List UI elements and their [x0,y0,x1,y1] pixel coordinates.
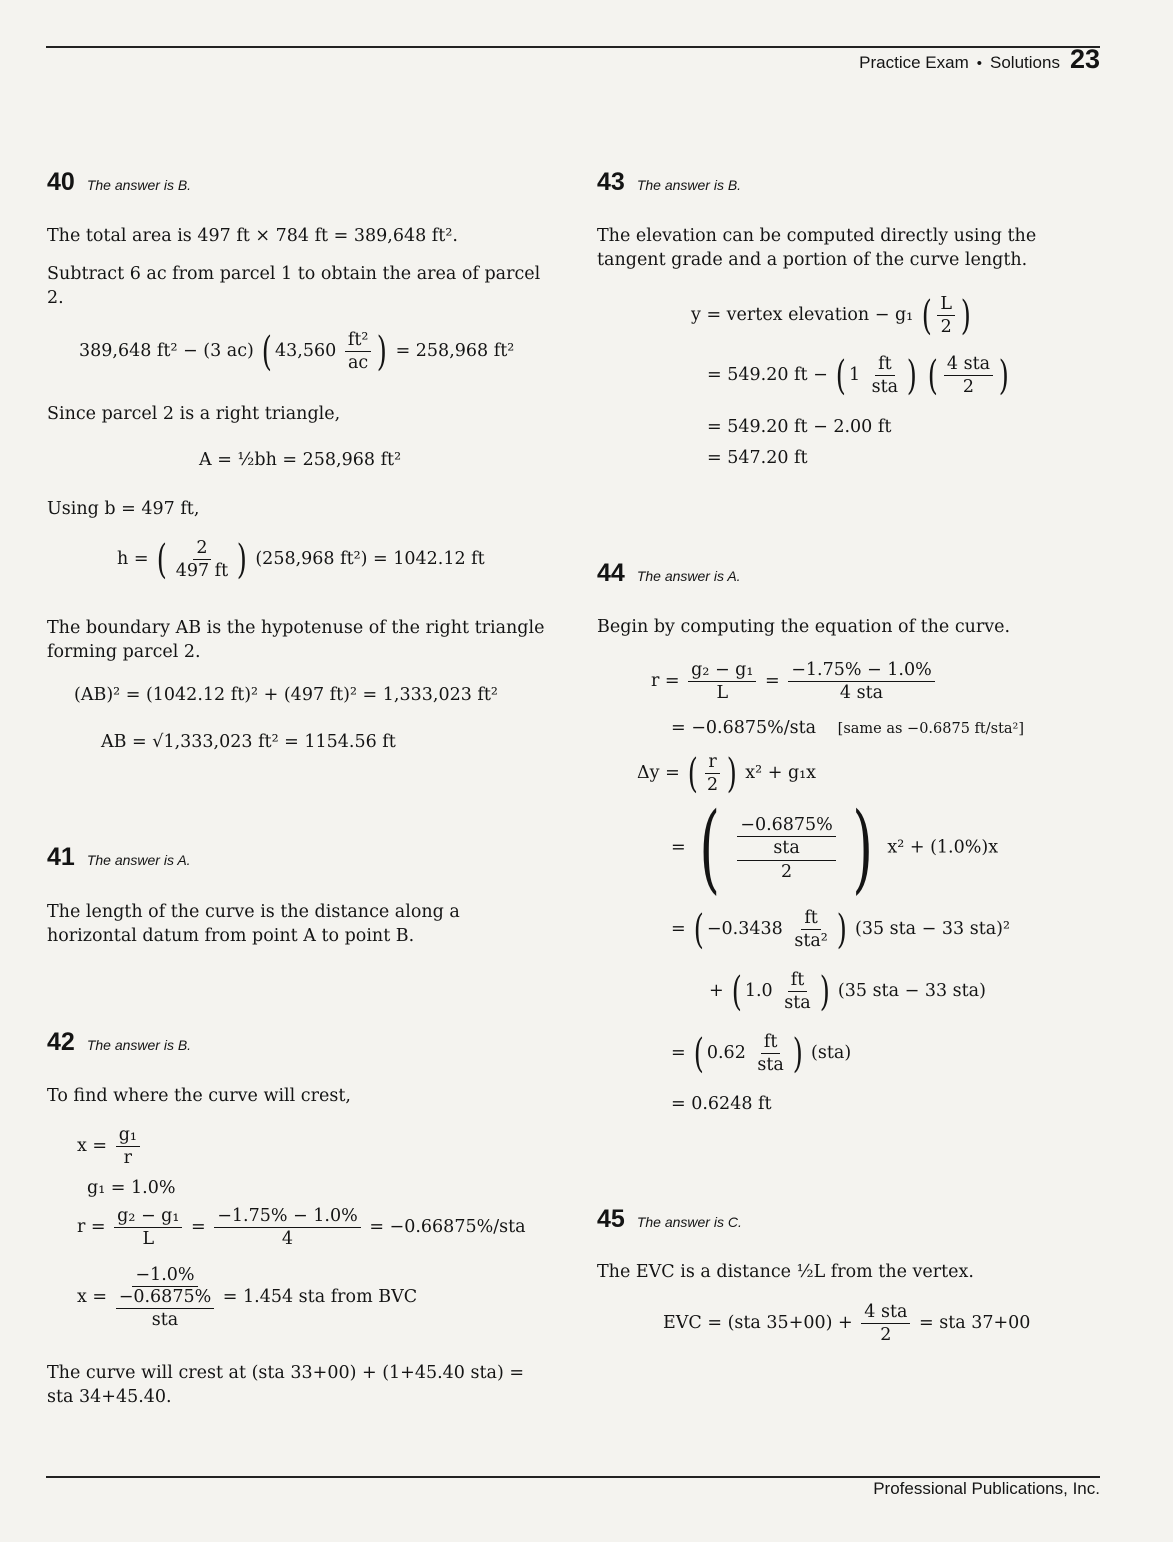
q43-equation-4: = 547.20 ft [707,448,808,468]
q44-equation-e2: = ( −0.3438 $\frac{ft}{\text{sta²}}$ ) (35 sta − 33 sta)² [671,906,1011,953]
question-number: 43 [597,168,625,196]
q45-paragraph-1: The EVC is a distance ½L from the vertex. [597,1262,974,1282]
question-45-heading [597,1205,742,1234]
answer-label: The answer is B. [636,177,742,193]
question-number: 42 [47,1028,75,1056]
q42-paragraph-2: The curve will crest at (sta 33+00) + (1+45.40 sta) = sta 34+45.40. [47,1363,525,1407]
q44-equation-r: r = $\frac{\text{g₂ − g₁}}{L}$ = $\frac{-1.75\% - 1.0\%}{\text{4 sta}}$ [651,660,938,703]
q40-paragraph-1: The total area is 497 ft × 784 ft = 389,648 ft². [47,226,458,246]
q40-paragraph-5: The boundary AB is the hypotenuse of the right triangle forming parcel 2. [47,618,545,662]
answer-label: The answer is A. [636,568,741,584]
page-number: 23 [1069,44,1100,74]
q44-equation-r-line2: = −0.6875%/sta [same as −0.6875 ft/sta²] [671,718,1025,738]
page-footer: Professional Publications, Inc. [873,1479,1100,1498]
q40-paragraph-4: Using b = 497 ft, [47,499,200,519]
answer-label: The answer is B. [86,177,192,193]
q44-equation-e5: = 0.6248 ft [671,1094,772,1114]
q42-equation-r: r = $\frac{\text{g₂ − g₁}}{L}$ = $\frac{-1.75\% - 1.0\%}{4}$ = −0.66875%/sta [77,1206,526,1249]
footer-rule [46,1476,1100,1478]
page-header [859,44,1100,75]
q40-equation-1: 389,648 ft² − (3 ac) ( 43,560 $\frac{\text{ft²}}{ac}$ ) = 258,968 ft² [79,328,515,375]
question-40-heading [47,168,191,197]
q44-equation-delta: Δy = ( $\frac{r}{2}$ ) x² + g₁x [637,750,817,797]
question-number: 45 [597,1205,625,1233]
header-separator: • [976,55,983,72]
q40-equation-2: A = ½bh = 258,968 ft² [199,450,402,470]
header-title: Practice Exam [859,53,969,72]
q41-paragraph-1: The length of the curve is the distance along a horizontal datum from point A to point B. [47,902,460,946]
q40-equation-4: (AB)² = (1042.12 ft)² + (497 ft)² = 1,333,023 ft² [74,685,498,705]
question-41-heading [47,843,191,872]
q40-paragraph-3: Since parcel 2 is a right triangle, [47,404,341,424]
q40-equation-3: h = ( $\frac{2}{497 ft}$ ) (258,968 ft²) = 1042.12 ft [117,536,485,583]
q42-equation-x2: x = $\frac{-1.0\%}{\frac{-0.6875\%}{\text{sta}}}$ = 1.454 sta from BVC [77,1265,418,1330]
question-43-heading [597,168,741,197]
header-section: Solutions [990,53,1060,72]
q43-paragraph-1: The elevation can be computed directly using the tangent grade and a portion of the curve length. [597,226,1037,270]
q42-equation-x: x = $\frac{\text{g₁}}{r}$ [77,1125,143,1168]
question-number: 41 [47,843,75,871]
q42-paragraph-1: To find where the curve will crest, [47,1086,351,1106]
question-number: 44 [597,559,625,587]
question-number: 40 [47,168,75,196]
answer-label: The answer is A. [86,852,191,868]
q42-equation-g1: g₁ = 1.0% [87,1178,176,1198]
q44-paragraph-1: Begin by computing the equation of the curve. [597,617,1011,637]
answer-label: The answer is B. [86,1037,192,1053]
q44-equation-e3: + ( 1.0 $\frac{ft}{\text{sta}}$ ) (35 sta − 33 sta) [709,968,986,1015]
q43-equation-2: = 549.20 ft − ( 1 $\frac{ft}{\text{sta}}$ ) ( $\frac{\text{4 sta}}{2}$ ) [707,352,1009,399]
q44-equation-e4: = ( 0.62 $\frac{ft}{\text{sta}}$ ) (sta) [671,1030,852,1077]
question-42-heading [47,1028,191,1057]
q45-equation: EVC = (sta 35+00) + $\frac{\text{4 sta}}{2}$ = sta 37+00 [663,1302,1031,1345]
q43-equation-3: = 549.20 ft − 2.00 ft [707,417,892,437]
q44-equation-e1: = ( $\frac{\frac{-0.6875\%}{\text{sta}}}{2}$ ) x² + (1.0%)x [671,792,999,904]
q40-equation-5: AB = √1,333,023 ft² = 1154.56 ft [101,732,396,752]
q40-paragraph-2: Subtract 6 ac from parcel 1 to obtain the area of parcel 2. [47,264,541,308]
question-44-heading [597,559,741,588]
answer-label: The answer is C. [636,1214,742,1230]
q43-equation-1: y = vertex elevation − g₁ ( $\frac{L}{2}$ ) [691,292,971,339]
